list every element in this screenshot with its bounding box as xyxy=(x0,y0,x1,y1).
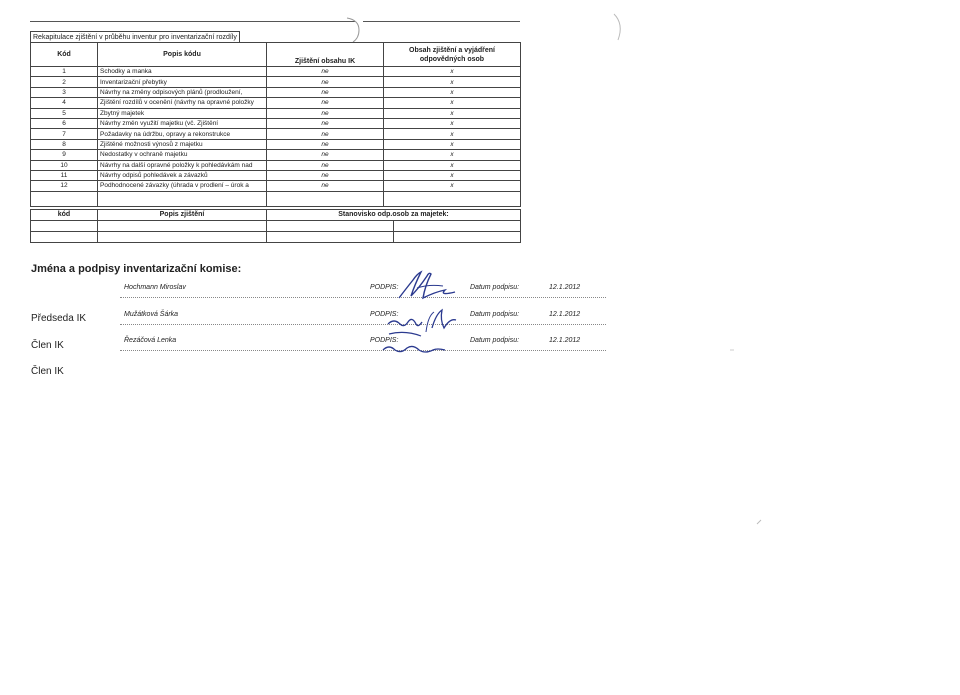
row-description: Zjištěné možnosti výnosů z majetku xyxy=(98,139,267,149)
table-row xyxy=(31,139,521,149)
row-finding: ne xyxy=(267,77,384,87)
row-description: Nedostatky v ochraně majetku xyxy=(98,150,267,160)
member-name: Řezáčová Lenka xyxy=(124,337,177,344)
row-description: Inventarizační přebytky xyxy=(98,77,267,87)
row-code: 9 xyxy=(31,150,98,160)
member-role: Člen IK xyxy=(31,366,64,377)
row-finding: ne xyxy=(267,98,384,108)
header-description: Popis kódu xyxy=(98,43,267,67)
table-row xyxy=(31,181,521,191)
table-row xyxy=(31,77,521,87)
signature-line xyxy=(120,324,606,325)
recap-title: Rekapitulace zjištění v průběhu inventur pro inventarizační rozdíly xyxy=(30,31,240,42)
row-content: x xyxy=(384,160,521,170)
row-content: x xyxy=(384,118,521,128)
table-row xyxy=(31,150,521,160)
header-content: Obsah zjištění a vyjádření odpovědných osob xyxy=(384,43,521,67)
row-content: x xyxy=(384,150,521,160)
scan-speck-icon xyxy=(728,346,736,354)
row-content: x xyxy=(384,170,521,180)
empty-cell xyxy=(98,221,267,232)
row-description: Zjištění rozdílů v ocenění (návrhy na opravné položky xyxy=(98,98,267,108)
row-content: x xyxy=(384,77,521,87)
row-content: x xyxy=(384,87,521,97)
table-row xyxy=(31,108,521,118)
row-code: 8 xyxy=(31,139,98,149)
findings-table xyxy=(30,42,521,207)
row-finding: ne xyxy=(267,170,384,180)
empty-cell xyxy=(31,232,98,243)
row-description: Návrhy změn využití majetku (vč. Zjištění xyxy=(98,118,267,128)
scan-speck-icon xyxy=(755,518,763,526)
signature-date-label: Datum podpisu: xyxy=(470,284,520,291)
row-finding: ne xyxy=(267,118,384,128)
row-content: x xyxy=(384,98,521,108)
row-code: 1 xyxy=(31,67,98,77)
member-role: Předseda IK xyxy=(31,313,87,324)
header-code: Kód xyxy=(31,43,98,67)
row-description: Požadavky na údržbu, opravy a rekonstrukce xyxy=(98,129,267,139)
top-rule-right xyxy=(363,21,520,22)
empty-cell xyxy=(384,191,521,206)
table-row xyxy=(31,67,521,77)
member-role: Člen IK xyxy=(31,340,64,351)
row-code: 10 xyxy=(31,160,98,170)
signature-line xyxy=(120,350,606,351)
row-finding: ne xyxy=(267,181,384,191)
signature-label: PODPIS: xyxy=(370,337,399,344)
table-row-empty xyxy=(31,191,521,206)
row-description: Návrhy na další opravné položky k pohledávkám nad xyxy=(98,160,267,170)
detail-header-code: kód xyxy=(31,210,98,221)
table-row xyxy=(31,98,521,108)
row-content: x xyxy=(384,181,521,191)
table-row-empty xyxy=(31,221,521,232)
row-content: x xyxy=(384,108,521,118)
signature-label: PODPIS: xyxy=(370,311,399,318)
signature-date-label: Datum podpisu: xyxy=(470,337,520,344)
row-content: x xyxy=(384,129,521,139)
table-row xyxy=(31,87,521,97)
row-code: 7 xyxy=(31,129,98,139)
signature-date: 12.1.2012 xyxy=(549,337,581,344)
detail-header-statement: Stanovisko odp.osob za majetek: xyxy=(267,210,521,221)
findings-table-header xyxy=(31,43,521,67)
table-row-empty xyxy=(31,232,521,243)
row-finding: ne xyxy=(267,150,384,160)
row-code: 12 xyxy=(31,181,98,191)
empty-cell xyxy=(267,221,521,232)
row-code: 3 xyxy=(31,87,98,97)
empty-cell xyxy=(267,232,521,243)
table-row xyxy=(31,118,521,128)
signature-line xyxy=(120,297,606,298)
row-description: Schodky a manka xyxy=(98,67,267,77)
empty-cell xyxy=(31,221,98,232)
row-finding: ne xyxy=(267,108,384,118)
bracket-mark-icon xyxy=(345,14,367,44)
row-finding: ne xyxy=(267,129,384,139)
corner-mark-icon xyxy=(610,12,630,42)
header-finding: Zjištění obsahu IK xyxy=(267,43,384,67)
row-code: 5 xyxy=(31,108,98,118)
empty-cell xyxy=(267,191,384,206)
signature-date-label: Datum podpisu: xyxy=(470,311,520,318)
row-code: 2 xyxy=(31,77,98,87)
empty-cell xyxy=(98,191,267,206)
detail-header-description: Popis zjištění xyxy=(98,210,267,221)
table-row xyxy=(31,160,521,170)
top-rule-left xyxy=(30,21,355,22)
row-description: Podhodnocené závazky (úhrada v prodlení – úrok a xyxy=(98,181,267,191)
row-code: 11 xyxy=(31,170,98,180)
row-content: x xyxy=(384,67,521,77)
signature-label: PODPIS: xyxy=(370,284,399,291)
empty-cell xyxy=(98,232,267,243)
commission-title: Jména a podpisy inventarizační komise: xyxy=(31,263,242,275)
empty-cell xyxy=(31,191,98,206)
row-finding: ne xyxy=(267,87,384,97)
signature-date: 12.1.2012 xyxy=(549,284,581,291)
row-code: 4 xyxy=(31,98,98,108)
row-code: 6 xyxy=(31,118,98,128)
findings-detail-header xyxy=(31,210,521,221)
row-finding: ne xyxy=(267,67,384,77)
commission-member-2 xyxy=(30,337,606,377)
row-description: Návrhy odpisů pohledávek a závazků xyxy=(98,170,267,180)
table-row xyxy=(31,129,521,139)
signature-date: 12.1.2012 xyxy=(549,311,581,318)
row-content: x xyxy=(384,139,521,149)
row-description: Návrhy na změny odpisových plánů (prodloužení, xyxy=(98,87,267,97)
table-row xyxy=(31,170,521,180)
row-finding: ne xyxy=(267,139,384,149)
findings-detail-table xyxy=(30,209,521,243)
row-description: Zbytný majetek xyxy=(98,108,267,118)
member-name: Mužátková Šárka xyxy=(124,311,179,318)
row-finding: ne xyxy=(267,160,384,170)
member-name: Hochmann Miroslav xyxy=(124,284,186,291)
